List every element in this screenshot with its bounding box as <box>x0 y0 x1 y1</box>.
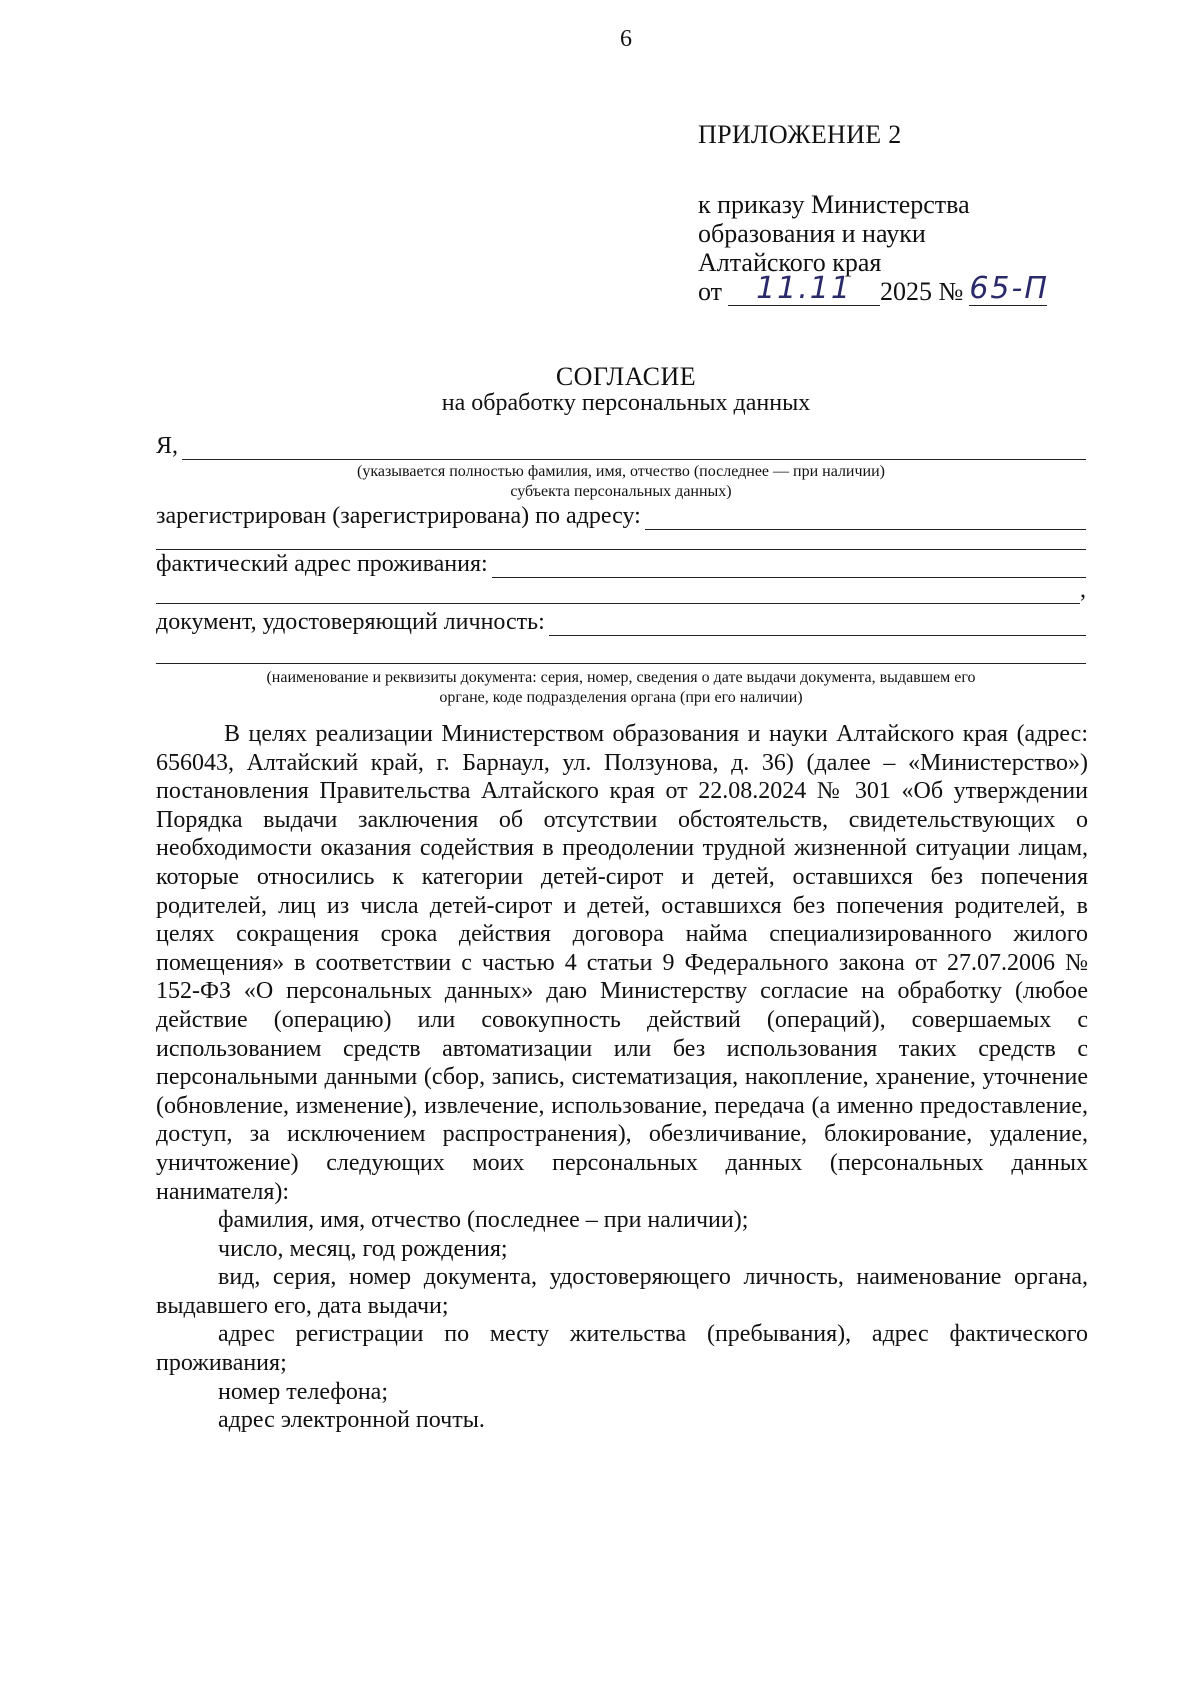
year-number-prefix: 2025 № <box>880 277 964 306</box>
list-item: адрес регистрации по месту жительства (пребывания), адрес фактического проживания; <box>156 1321 1088 1377</box>
i-label: Я, <box>156 433 179 459</box>
id-document-extra-line[interactable] <box>156 662 1086 664</box>
personal-info-form <box>156 428 1086 708</box>
registered-address-row <box>156 498 1086 530</box>
name-hint: субъекта персональных данных) <box>510 483 732 500</box>
id-document-row <box>156 604 1086 636</box>
date-blank <box>728 271 880 306</box>
appendix-title: ПРИЛОЖЕНИЕ 2 <box>698 120 902 149</box>
list-item: число, месяц, год рождения; <box>218 1235 508 1262</box>
list-item: вид, серия, номер документа, удостоверяющего личность, наименование органа, выдавшего его, дата выдачи; <box>156 1264 1088 1319</box>
page-number: 6 <box>620 26 632 52</box>
actual-address-row <box>156 546 1086 578</box>
id-document-label: документ, удостоверяющий личность: <box>156 609 545 635</box>
registered-address-label: зарегистрирован (зарегистрирована) по адресу: <box>156 503 641 529</box>
comma: , <box>1080 577 1086 603</box>
list-item: фамилия, имя, отчество (последнее – при наличии); <box>218 1207 749 1234</box>
document-hint: (наименование и реквизиты документа: серия, номер, сведения о дате выдачи документа, выдавшем его <box>266 669 976 686</box>
name-hint: (указывается полностью фамилия, имя, отчество (последнее — при наличии) <box>357 463 885 480</box>
registered-address-field[interactable] <box>645 507 1086 530</box>
appendix-line: Алтайского края <box>698 248 882 277</box>
actual-address-field[interactable] <box>492 555 1086 578</box>
id-document-field[interactable] <box>549 613 1086 636</box>
actual-address-extra-line[interactable] <box>156 581 1080 604</box>
document-hint: органе, коде подразделения органа (при его наличии) <box>439 689 803 706</box>
document-subtitle: на обработку персональных данных <box>441 390 811 416</box>
consent-paragraph: В целях реализации Министерством образования и науки Алтайского края (адрес: 656043, Алтайский край, г. Барнаул, ул. Ползунова, д. 36) (далее – «Министерство») постановления Правительства Алтайского края от 22.08.2024 № 301 «Об утверждении Порядка выдачи заключения об отсутствии обстоятельств, свидетельствующих о необходимости оказания содействия в преодолении трудной жизненной ситуации лицам, которые относились к категории детей-сирот и детей, оставшихся без попечения родителей, лиц из числа детей-сирот и детей, оставшихся без попечения родителей, в целях сокращения срока действия договора найма специализированного жилого помещения» в соответствии с частью 4 статьи 9 Федерального закона от 27.07.2006 № 152-ФЗ «О персональных данных» даю Министерству согласие на обработку (любое действие (операцию) или совокупность действий (операций), совершаемых с использованием средств автоматизации или без использования таких средств с персональными данными (сбор, запись, систематизация, накопление, хранение, уточнение (обновление, изменение), извлечение, использование, передача (а именно предоставление, доступ, за исключением распространения), обезличивание, блокирование, удаление, уничтожение) следующих моих персональных данных (персональных данных нанимателя): <box>156 721 1088 1205</box>
list-item: номер телефона; <box>218 1378 389 1405</box>
number-blank <box>969 271 1049 306</box>
actual-address-label: фактический адрес проживания: <box>156 551 488 577</box>
name-row <box>156 428 1086 460</box>
date-prefix: от <box>698 277 723 306</box>
consent-body <box>156 720 1088 1435</box>
appendix-line: к приказу Министерства <box>698 190 970 219</box>
document-title: СОГЛАСИЕ <box>555 362 697 391</box>
appendix-line: образования и науки <box>698 219 926 248</box>
handwritten-number: 65-П <box>969 271 1049 306</box>
handwritten-date: 11.11 <box>756 271 852 306</box>
actual-address-row-2 <box>156 578 1086 604</box>
full-name-field[interactable] <box>182 437 1086 460</box>
list-item: адрес электронной почты. <box>218 1407 485 1434</box>
appendix-block <box>698 120 1118 306</box>
order-date-line <box>698 271 1118 306</box>
